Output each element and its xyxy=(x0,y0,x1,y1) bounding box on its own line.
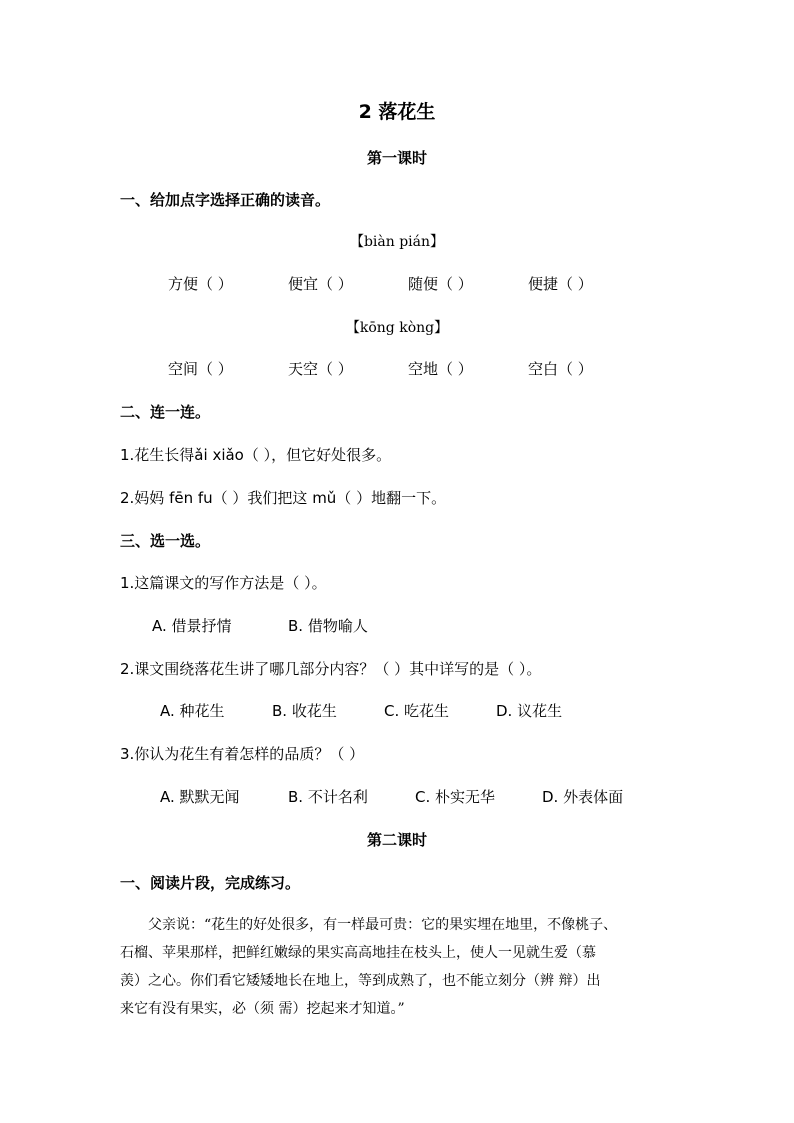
page-title: 2 落花生 xyxy=(358,101,436,123)
option-a: A. 种花生 xyxy=(160,702,225,720)
option-d: D. 议花生 xyxy=(496,702,563,720)
answer-item: 空间（ ） xyxy=(168,360,233,378)
fill-line-2: 2.妈妈 fēn fu（ ）我们把这 mǔ（ ）地翻一下。 xyxy=(120,489,447,507)
question-1: 1.这篇课文的写作方法是（ ）。 xyxy=(120,574,327,592)
section-1-title: 一、给加点字选择正确的读音。 xyxy=(120,191,331,209)
option-b: B. 不计名利 xyxy=(288,788,368,806)
passage-line: 羡）之心。你们看它矮矮地长在地上，等到成熟了，也不能立刻分（辨 辩）出 xyxy=(120,973,601,989)
answer-item: 便宜（ ） xyxy=(288,275,353,293)
passage-line: 石榴、苹果那样，把鲜红嫩绿的果实高高地挂在枝头上，使人一见就生爱（慕 xyxy=(120,945,596,961)
answer-item: 空白（ ） xyxy=(528,360,593,378)
fill-line-1: 1.花生长得ǎi xiǎo（ ），但它好处很多。 xyxy=(120,446,392,464)
option-b: B. 借物喻人 xyxy=(288,617,368,635)
section-reading-title: 一、阅读片段，完成练习。 xyxy=(120,874,301,892)
question-3: 3.你认为花生有着怎样的品质？（ ） xyxy=(120,745,365,763)
question-2: 2.课文围绕落花生讲了哪几部分内容？（ ）其中详写的是（ ）。 xyxy=(120,660,542,678)
pinyin-group-1: 【biàn pián】 xyxy=(349,234,445,250)
answer-item: 随便（ ） xyxy=(408,275,473,293)
answer-item: 天空（ ） xyxy=(288,360,353,378)
pinyin-group-2: 【kōng kòng】 xyxy=(345,320,449,336)
option-a: A. 借景抒情 xyxy=(152,617,232,635)
option-c: C. 吃花生 xyxy=(384,702,450,720)
lesson1-heading: 第一课时 xyxy=(366,149,427,167)
option-b: B. 收花生 xyxy=(272,702,337,720)
passage-line: 父亲说：“花生的好处很多，有一样最可贵：它的果实埋在地里，不像桃子、 xyxy=(148,917,618,933)
option-d: D. 外表体面 xyxy=(542,788,624,806)
passage-line: 来它有没有果实，必（须 需）挖起来才知道。” xyxy=(120,1001,405,1017)
section-2-title: 二、连一连。 xyxy=(120,403,211,421)
lesson2-heading: 第二课时 xyxy=(366,831,427,849)
answer-item: 便捷（ ） xyxy=(528,275,593,293)
section-3-title: 三、选一选。 xyxy=(120,532,211,550)
option-c: C. 朴实无华 xyxy=(415,788,496,806)
reading-passage xyxy=(120,911,680,1023)
answer-item: 空地（ ） xyxy=(408,360,473,378)
option-a: A. 默默无闻 xyxy=(160,788,240,806)
answer-item: 方便（ ） xyxy=(168,275,233,293)
